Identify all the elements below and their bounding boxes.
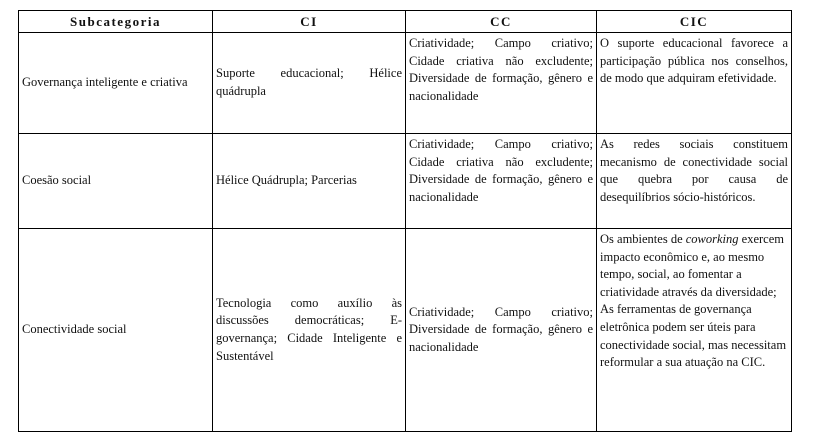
header-ci: CI (213, 11, 406, 33)
header-cic: CIC (597, 11, 792, 33)
header-row (19, 11, 792, 33)
cell-ci: Suporte educacional; Hélice quádrupla (213, 33, 406, 134)
table-row (19, 33, 792, 134)
cell-subcategoria: Governança inteligente e criativa (19, 33, 213, 134)
cell-cic (597, 229, 792, 432)
cell-cic: O suporte educacional favorece a participação pública nos conselhos, de modo que adquiram efetividade. (597, 33, 792, 134)
table-row (19, 134, 792, 229)
header-subcategoria: Subcategoria (19, 11, 213, 33)
cell-cc: Criatividade; Campo criativo; Cidade criativa não excludente; Diversidade de formação, gênero e nacionalidade (406, 33, 597, 134)
cell-ci: Tecnologia como auxílio às discussões democráticas; E-governança; Cidade Inteligente e Sustentável (213, 229, 406, 432)
cell-cc: Criatividade; Campo criativo; Diversidade de formação, gênero e nacionalidade (406, 229, 597, 432)
cell-cc: Criatividade; Campo criativo; Cidade criativa não excludente; Diversidade de formação, gênero e nacionalidade (406, 134, 597, 229)
cell-ci: Hélice Quádrupla; Parcerias (213, 134, 406, 229)
cic-text-italic: coworking (685, 232, 739, 246)
cic-text-after: exercem impacto econômico e, ao mesmo tempo, social, ao fomentar a criatividade através da diversidade; As ferramentas de governança eletrônica podem ser úteis para conectividade social, mas necessitam reformular a sua atuação na CIC. (600, 232, 787, 370)
cic-text-before: Os ambientes de (600, 232, 686, 246)
cell-subcategoria: Conectividade social (19, 229, 213, 432)
cell-cic: As redes sociais constituem mecanismo de conectividade social que quebra por causa de desequilíbrios sócio-históricos. (597, 134, 792, 229)
categories-table (18, 10, 792, 432)
table-row (19, 229, 792, 432)
cell-subcategoria: Coesão social (19, 134, 213, 229)
header-cc: CC (406, 11, 597, 33)
